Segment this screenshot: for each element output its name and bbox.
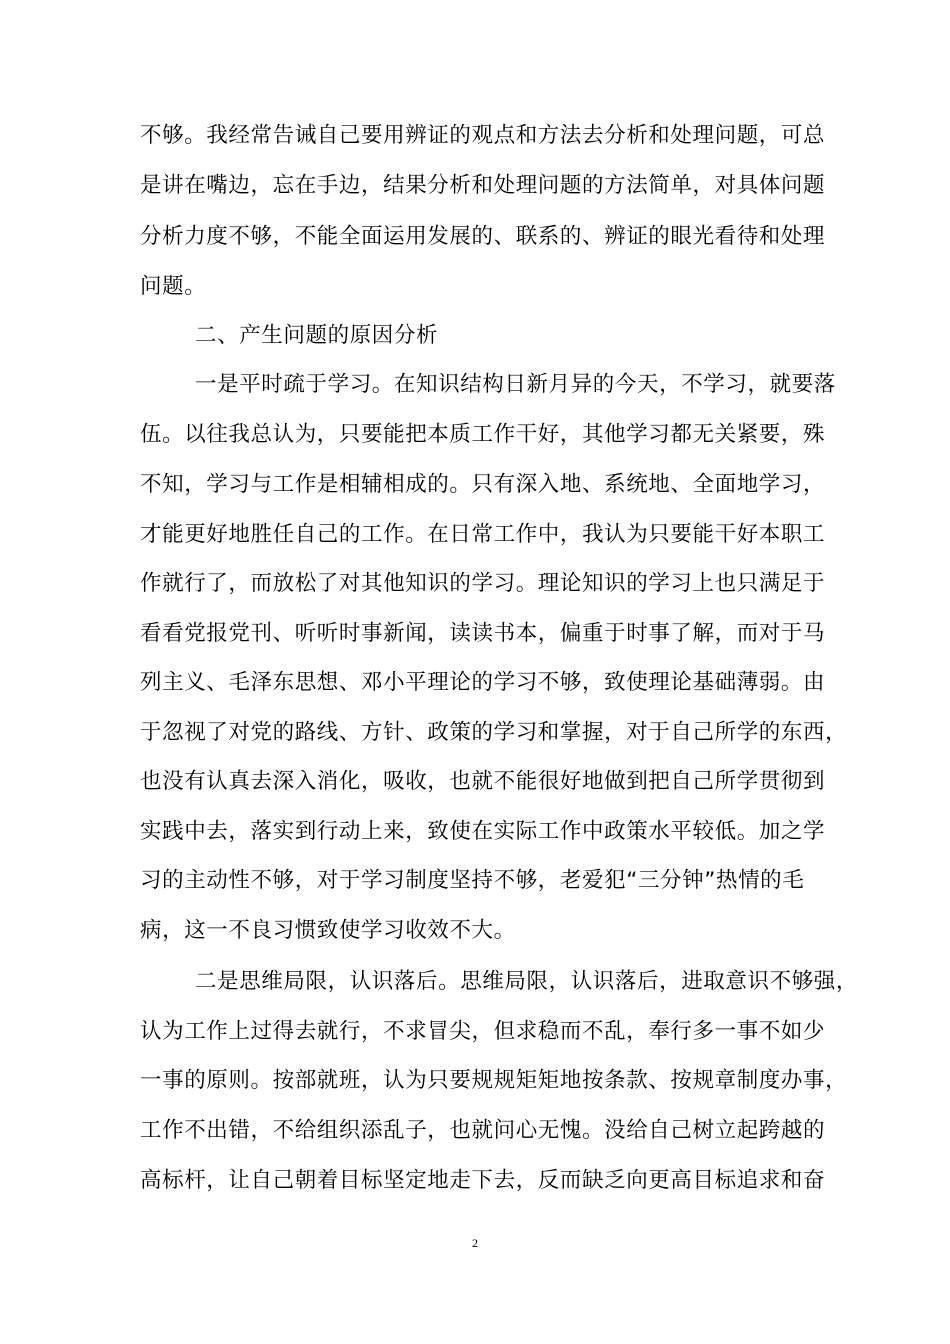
text-line: 实践中去，落实到行动上来，致使在实际工作中政策水平较低。加之学 (140, 819, 826, 844)
section-heading: 二、产生问题的原因分析 (195, 323, 439, 348)
text-line: 是讲在嘴边，忘在手边，结果分析和处理问题的方法简单，对具体问题 (140, 173, 826, 198)
text-line: 才能更好地胜任自己的工作。在日常工作中，我认为只要能干好本职工 (140, 522, 826, 547)
text-line: 分析力度不够，不能全面运用发展的、联系的、辨证的眼光看待和处理 (140, 224, 826, 249)
text-line: 一是平时疏于学习。在知识结构日新月异的今天，不学习，就要落 (195, 372, 836, 397)
text-line: 问题。 (140, 274, 207, 299)
text-line: 病，这一不良习惯致使学习收效不大。 (140, 918, 516, 943)
text-line: 不够。我经常告诫自己要用辨证的观点和方法去分析和处理问题，可总 (140, 123, 826, 148)
text-line: 作就行了，而放松了对其他知识的学习。理论知识的学习上也只满足于 (140, 571, 826, 596)
page-number: 2 (472, 1236, 478, 1250)
text-line: 于忽视了对党的路线、方针、政策的学习和掌握，对于自己所学的东西， (140, 720, 848, 745)
text-line: 习的主动性不够，对于学习制度坚持不够，老爱犯“三分钟”热情的毛 (140, 868, 805, 893)
text-line: 也没有认真去深入消化，吸收，也就不能很好地做到把自己所学贯彻到 (140, 769, 826, 794)
text-line: 一事的原则。按部就班，认为只要规规矩矩地按条款、按规章制度办事， (140, 1068, 848, 1093)
text-line: 二是思维局限，认识落后。思维局限，认识落后，进取意识不够强， (195, 969, 859, 994)
text-line: 高标杆，让自己朝着目标坚定地走下去，反而缺乏向更高目标追求和奋 (140, 1168, 826, 1193)
text-line: 列主义、毛泽东思想、邓小平理论的学习不够，致使理论基础薄弱。由 (140, 670, 826, 695)
text-line: 伍。以往我总认为，只要能把本质工作干好，其他学习都无关紧要，殊 (140, 422, 826, 447)
text-line: 工作不出错，不给组织添乱子，也就问心无愧。没给自己树立起跨越的 (140, 1118, 826, 1143)
text-line: 认为工作上过得去就行，不求冒尖，但求稳而不乱，奉行多一事不如少 (140, 1019, 826, 1044)
text-line: 看看党报党刊、听听时事新闻，读读书本，偏重于时事了解，而对于马 (140, 621, 826, 646)
text-line: 不知，学习与工作是相辅相成的。只有深入地、系统地、全面地学习， (140, 472, 826, 497)
